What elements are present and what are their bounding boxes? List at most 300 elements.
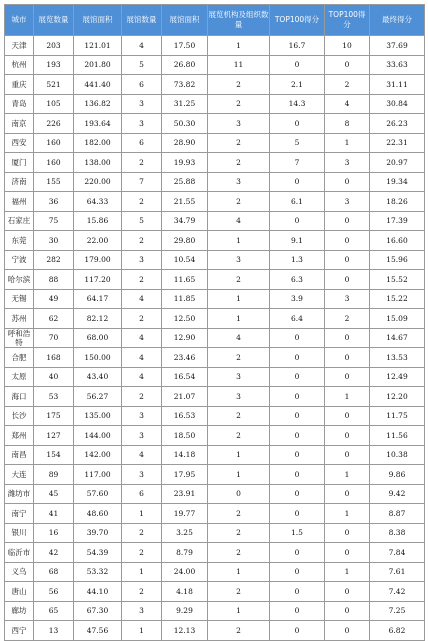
cell-organization-count: 1 xyxy=(208,562,270,582)
cell-venue-count: 5 xyxy=(122,55,162,75)
cell-city: 济南 xyxy=(5,172,34,192)
cell-city: 苏州 xyxy=(5,309,34,329)
table-row xyxy=(5,426,425,446)
cell-venue-count: 2 xyxy=(122,543,162,563)
cell-venue-count: 1 xyxy=(122,562,162,582)
cell-top100-score: 2.1 xyxy=(270,75,325,95)
cell-venue-count: 1 xyxy=(122,621,162,641)
cell-top100-score-2: 0 xyxy=(325,211,370,231)
cell-venue-count: 2 xyxy=(122,309,162,329)
cell-organization-count: 2 xyxy=(208,133,270,153)
cell-venue-area-2: 21.07 xyxy=(162,387,208,407)
table-row xyxy=(5,270,425,290)
table-row xyxy=(5,465,425,485)
cell-city: 临沂市 xyxy=(5,543,34,563)
cell-organization-count: 1 xyxy=(208,231,270,251)
cell-top100-score-2: 0 xyxy=(325,406,370,426)
cell-organization-count: 2 xyxy=(208,94,270,114)
cell-final-score: 37.69 xyxy=(370,36,425,56)
cell-venue-area: 64.17 xyxy=(74,289,122,309)
cell-venue-area-2: 19.77 xyxy=(162,504,208,524)
cell-venue-area: 53.32 xyxy=(74,562,122,582)
cell-top100-score-2: 0 xyxy=(325,484,370,504)
cell-exhibition-count: 13 xyxy=(34,621,74,641)
cell-top100-score: 0 xyxy=(270,387,325,407)
cell-top100-score-2: 3 xyxy=(325,289,370,309)
cell-final-score: 33.63 xyxy=(370,55,425,75)
cell-venue-area-2: 8.79 xyxy=(162,543,208,563)
cell-top100-score-2: 2 xyxy=(325,309,370,329)
cell-top100-score: 6.4 xyxy=(270,309,325,329)
cell-top100-score-2: 0 xyxy=(325,523,370,543)
header-city: 城市 xyxy=(5,5,34,36)
cell-final-score: 7.84 xyxy=(370,543,425,563)
header-final-score: 最终得分 xyxy=(370,5,425,36)
cell-organization-count: 1 xyxy=(208,36,270,56)
table-row xyxy=(5,133,425,153)
cell-top100-score: 0 xyxy=(270,328,325,348)
cell-exhibition-count: 45 xyxy=(34,484,74,504)
cell-city: 厦门 xyxy=(5,153,34,173)
cell-top100-score: 0 xyxy=(270,172,325,192)
table-row xyxy=(5,328,425,348)
cell-top100-score-2: 0 xyxy=(325,270,370,290)
cell-top100-score: 1.5 xyxy=(270,523,325,543)
cell-organization-count: 2 xyxy=(208,406,270,426)
cell-top100-score: 3.9 xyxy=(270,289,325,309)
cell-city: 长沙 xyxy=(5,406,34,426)
cell-city: 廊坊 xyxy=(5,601,34,621)
cell-final-score: 16.60 xyxy=(370,231,425,251)
table-row xyxy=(5,192,425,212)
table-row xyxy=(5,75,425,95)
cell-exhibition-count: 49 xyxy=(34,289,74,309)
cell-final-score: 11.56 xyxy=(370,426,425,446)
header-exhibition-count: 展览数量 xyxy=(34,5,74,36)
cell-final-score: 15.96 xyxy=(370,250,425,270)
table-row xyxy=(5,250,425,270)
cell-final-score: 15.22 xyxy=(370,289,425,309)
header-row xyxy=(5,5,425,36)
cell-venue-count: 2 xyxy=(122,192,162,212)
table-row xyxy=(5,36,425,56)
table-row xyxy=(5,94,425,114)
cell-venue-area: 117.00 xyxy=(74,465,122,485)
cell-venue-area: 138.00 xyxy=(74,153,122,173)
table-row xyxy=(5,387,425,407)
cell-venue-area: 64.33 xyxy=(74,192,122,212)
table-row xyxy=(5,621,425,641)
cell-city: 海口 xyxy=(5,387,34,407)
cell-exhibition-count: 282 xyxy=(34,250,74,270)
cell-venue-area: 44.10 xyxy=(74,582,122,602)
cell-venue-area-2: 16.54 xyxy=(162,367,208,387)
cell-top100-score-2: 0 xyxy=(325,543,370,563)
cell-organization-count: 1 xyxy=(208,465,270,485)
cell-top100-score-2: 0 xyxy=(325,328,370,348)
cell-top100-score: 0 xyxy=(270,504,325,524)
cell-final-score: 13.53 xyxy=(370,348,425,368)
table-row xyxy=(5,504,425,524)
cell-final-score: 31.11 xyxy=(370,75,425,95)
cell-top100-score-2: 1 xyxy=(325,133,370,153)
cell-final-score: 14.67 xyxy=(370,328,425,348)
city-exhibition-ranking-table xyxy=(4,4,425,641)
cell-exhibition-count: 42 xyxy=(34,543,74,563)
cell-final-score: 7.61 xyxy=(370,562,425,582)
cell-venue-area: 22.00 xyxy=(74,231,122,251)
cell-venue-count: 4 xyxy=(122,289,162,309)
cell-exhibition-count: 41 xyxy=(34,504,74,524)
cell-exhibition-count: 40 xyxy=(34,367,74,387)
cell-top100-score: 0 xyxy=(270,406,325,426)
cell-top100-score: 9.1 xyxy=(270,231,325,251)
cell-final-score: 7.42 xyxy=(370,582,425,602)
cell-top100-score: 6.1 xyxy=(270,192,325,212)
cell-venue-area: 68.00 xyxy=(74,328,122,348)
cell-top100-score: 5 xyxy=(270,133,325,153)
cell-top100-score-2: 8 xyxy=(325,114,370,134)
cell-organization-count: 0 xyxy=(208,484,270,504)
cell-venue-count: 4 xyxy=(122,348,162,368)
cell-venue-area-2: 10.54 xyxy=(162,250,208,270)
cell-organization-count: 2 xyxy=(208,523,270,543)
table-row xyxy=(5,601,425,621)
cell-top100-score-2: 3 xyxy=(325,153,370,173)
cell-top100-score: 0 xyxy=(270,348,325,368)
cell-top100-score-2: 0 xyxy=(325,582,370,602)
cell-city: 南京 xyxy=(5,114,34,134)
cell-city: 合肥 xyxy=(5,348,34,368)
cell-exhibition-count: 62 xyxy=(34,309,74,329)
table-row xyxy=(5,367,425,387)
cell-venue-area: 15.86 xyxy=(74,211,122,231)
cell-venue-area: 121.01 xyxy=(74,36,122,56)
cell-organization-count: 2 xyxy=(208,621,270,641)
cell-venue-area-2: 11.65 xyxy=(162,270,208,290)
cell-venue-area: 136.82 xyxy=(74,94,122,114)
cell-exhibition-count: 203 xyxy=(34,36,74,56)
cell-top100-score-2: 1 xyxy=(325,504,370,524)
cell-top100-score-2: 0 xyxy=(325,231,370,251)
cell-venue-count: 6 xyxy=(122,484,162,504)
cell-organization-count: 2 xyxy=(208,543,270,563)
cell-venue-area-2: 12.90 xyxy=(162,328,208,348)
cell-top100-score: 0 xyxy=(270,582,325,602)
cell-city: 杭州 xyxy=(5,55,34,75)
table-row xyxy=(5,55,425,75)
cell-venue-area: 220.00 xyxy=(74,172,122,192)
cell-venue-area: 39.70 xyxy=(74,523,122,543)
cell-exhibition-count: 105 xyxy=(34,94,74,114)
cell-top100-score: 0 xyxy=(270,484,325,504)
cell-top100-score-2: 0 xyxy=(325,621,370,641)
cell-venue-count: 3 xyxy=(122,406,162,426)
cell-venue-area-2: 34.79 xyxy=(162,211,208,231)
cell-top100-score-2: 0 xyxy=(325,250,370,270)
cell-venue-area: 201.80 xyxy=(74,55,122,75)
cell-venue-count: 2 xyxy=(122,523,162,543)
cell-final-score: 15.09 xyxy=(370,309,425,329)
cell-venue-area-2: 18.50 xyxy=(162,426,208,446)
cell-venue-area: 144.00 xyxy=(74,426,122,446)
cell-exhibition-count: 89 xyxy=(34,465,74,485)
cell-city: 哈尔滨 xyxy=(5,270,34,290)
cell-venue-count: 3 xyxy=(122,465,162,485)
cell-organization-count: 2 xyxy=(208,426,270,446)
table-row xyxy=(5,523,425,543)
cell-top100-score: 0 xyxy=(270,562,325,582)
cell-final-score: 30.84 xyxy=(370,94,425,114)
cell-exhibition-count: 160 xyxy=(34,153,74,173)
cell-venue-count: 6 xyxy=(122,133,162,153)
cell-top100-score-2: 10 xyxy=(325,36,370,56)
header-top100-score: TOP100得分 xyxy=(270,5,325,36)
cell-top100-score: 0 xyxy=(270,426,325,446)
cell-organization-count: 1 xyxy=(208,289,270,309)
cell-venue-area-2: 23.91 xyxy=(162,484,208,504)
cell-top100-score: 0 xyxy=(270,211,325,231)
cell-venue-area: 193.64 xyxy=(74,114,122,134)
cell-venue-count: 3 xyxy=(122,250,162,270)
cell-organization-count: 2 xyxy=(208,153,270,173)
cell-venue-area: 43.40 xyxy=(74,367,122,387)
table-row xyxy=(5,582,425,602)
cell-final-score: 11.75 xyxy=(370,406,425,426)
cell-final-score: 6.82 xyxy=(370,621,425,641)
cell-top100-score-2: 0 xyxy=(325,348,370,368)
table-row xyxy=(5,562,425,582)
cell-exhibition-count: 68 xyxy=(34,562,74,582)
cell-venue-area-2: 12.13 xyxy=(162,621,208,641)
cell-organization-count: 3 xyxy=(208,172,270,192)
cell-venue-count: 2 xyxy=(122,231,162,251)
cell-exhibition-count: 193 xyxy=(34,55,74,75)
cell-organization-count: 2 xyxy=(208,270,270,290)
cell-venue-area-2: 17.95 xyxy=(162,465,208,485)
table-row xyxy=(5,114,425,134)
cell-final-score: 19.34 xyxy=(370,172,425,192)
cell-organization-count: 1 xyxy=(208,601,270,621)
cell-top100-score-2: 0 xyxy=(325,601,370,621)
cell-top100-score: 0 xyxy=(270,445,325,465)
cell-exhibition-count: 30 xyxy=(34,231,74,251)
cell-final-score: 10.38 xyxy=(370,445,425,465)
cell-city: 呼和浩特 xyxy=(5,328,34,348)
table-row xyxy=(5,211,425,231)
cell-top100-score-2: 0 xyxy=(325,367,370,387)
cell-top100-score-2: 2 xyxy=(325,75,370,95)
cell-top100-score: 1.3 xyxy=(270,250,325,270)
cell-city: 石家庄 xyxy=(5,211,34,231)
cell-exhibition-count: 175 xyxy=(34,406,74,426)
cell-venue-area-2: 24.00 xyxy=(162,562,208,582)
cell-venue-area: 57.60 xyxy=(74,484,122,504)
cell-venue-area-2: 9.29 xyxy=(162,601,208,621)
cell-venue-area-2: 14.18 xyxy=(162,445,208,465)
cell-top100-score-2: 1 xyxy=(325,562,370,582)
header-venue-count: 展馆数量 xyxy=(122,5,162,36)
cell-top100-score-2: 0 xyxy=(325,445,370,465)
cell-city: 西宁 xyxy=(5,621,34,641)
cell-top100-score: 14.3 xyxy=(270,94,325,114)
cell-top100-score-2: 0 xyxy=(325,426,370,446)
cell-venue-area-2: 17.50 xyxy=(162,36,208,56)
cell-final-score: 8.87 xyxy=(370,504,425,524)
cell-exhibition-count: 160 xyxy=(34,133,74,153)
cell-city: 福州 xyxy=(5,192,34,212)
table-row xyxy=(5,445,425,465)
cell-top100-score: 0 xyxy=(270,621,325,641)
cell-exhibition-count: 36 xyxy=(34,192,74,212)
cell-city: 东莞 xyxy=(5,231,34,251)
cell-city: 青岛 xyxy=(5,94,34,114)
table-row xyxy=(5,543,425,563)
table-row xyxy=(5,289,425,309)
cell-city: 宁波 xyxy=(5,250,34,270)
cell-venue-count: 7 xyxy=(122,172,162,192)
cell-venue-count: 3 xyxy=(122,601,162,621)
cell-venue-area: 82.12 xyxy=(74,309,122,329)
cell-venue-count: 4 xyxy=(122,328,162,348)
cell-venue-area: 441.40 xyxy=(74,75,122,95)
cell-top100-score: 6.3 xyxy=(270,270,325,290)
cell-final-score: 20.97 xyxy=(370,153,425,173)
cell-venue-area-2: 11.85 xyxy=(162,289,208,309)
cell-city: 天津 xyxy=(5,36,34,56)
cell-venue-area-2: 16.53 xyxy=(162,406,208,426)
cell-city: 银川 xyxy=(5,523,34,543)
cell-final-score: 12.49 xyxy=(370,367,425,387)
cell-venue-area-2: 28.90 xyxy=(162,133,208,153)
cell-top100-score: 0 xyxy=(270,114,325,134)
cell-final-score: 18.26 xyxy=(370,192,425,212)
cell-organization-count: 2 xyxy=(208,75,270,95)
cell-venue-area-2: 31.25 xyxy=(162,94,208,114)
cell-exhibition-count: 53 xyxy=(34,387,74,407)
cell-organization-count: 2 xyxy=(208,192,270,212)
cell-organization-count: 11 xyxy=(208,55,270,75)
cell-city: 郑州 xyxy=(5,426,34,446)
header-top100-score-2: TOP100得分 xyxy=(325,5,370,36)
cell-venue-area: 135.00 xyxy=(74,406,122,426)
cell-final-score: 17.39 xyxy=(370,211,425,231)
cell-organization-count: 2 xyxy=(208,582,270,602)
cell-organization-count: 3 xyxy=(208,367,270,387)
cell-final-score: 15.52 xyxy=(370,270,425,290)
cell-final-score: 26.23 xyxy=(370,114,425,134)
header-venue-area: 展馆面积 xyxy=(74,5,122,36)
cell-venue-count: 5 xyxy=(122,211,162,231)
cell-top100-score-2: 1 xyxy=(325,465,370,485)
cell-venue-area-2: 25.88 xyxy=(162,172,208,192)
cell-venue-area: 150.00 xyxy=(74,348,122,368)
cell-venue-count: 2 xyxy=(122,153,162,173)
cell-venue-area-2: 50.30 xyxy=(162,114,208,134)
cell-top100-score-2: 1 xyxy=(325,387,370,407)
header-venue-area-2: 展馆面积 xyxy=(162,5,208,36)
cell-organization-count: 1 xyxy=(208,445,270,465)
table-row xyxy=(5,153,425,173)
cell-city: 潍坊市 xyxy=(5,484,34,504)
cell-exhibition-count: 155 xyxy=(34,172,74,192)
cell-venue-count: 4 xyxy=(122,36,162,56)
cell-exhibition-count: 154 xyxy=(34,445,74,465)
cell-venue-area-2: 26.80 xyxy=(162,55,208,75)
cell-organization-count: 4 xyxy=(208,211,270,231)
cell-final-score: 22.31 xyxy=(370,133,425,153)
cell-city: 西安 xyxy=(5,133,34,153)
cell-venue-area-2: 4.18 xyxy=(162,582,208,602)
cell-venue-area: 54.39 xyxy=(74,543,122,563)
cell-venue-area: 179.00 xyxy=(74,250,122,270)
cell-venue-area: 142.00 xyxy=(74,445,122,465)
cell-venue-area-2: 19.93 xyxy=(162,153,208,173)
cell-exhibition-count: 226 xyxy=(34,114,74,134)
cell-venue-area-2: 3.25 xyxy=(162,523,208,543)
cell-venue-count: 4 xyxy=(122,445,162,465)
table-row xyxy=(5,484,425,504)
cell-top100-score-2: 4 xyxy=(325,94,370,114)
cell-venue-count: 3 xyxy=(122,114,162,134)
cell-exhibition-count: 88 xyxy=(34,270,74,290)
cell-exhibition-count: 65 xyxy=(34,601,74,621)
table-row xyxy=(5,406,425,426)
cell-top100-score-2: 0 xyxy=(325,172,370,192)
cell-venue-area: 47.56 xyxy=(74,621,122,641)
table-row xyxy=(5,309,425,329)
cell-venue-area: 67.30 xyxy=(74,601,122,621)
cell-venue-area-2: 23.46 xyxy=(162,348,208,368)
cell-venue-count: 3 xyxy=(122,94,162,114)
cell-top100-score: 7 xyxy=(270,153,325,173)
cell-exhibition-count: 16 xyxy=(34,523,74,543)
cell-city: 大连 xyxy=(5,465,34,485)
cell-venue-area: 56.27 xyxy=(74,387,122,407)
cell-final-score: 9.86 xyxy=(370,465,425,485)
cell-top100-score: 0 xyxy=(270,367,325,387)
cell-venue-count: 2 xyxy=(122,387,162,407)
cell-exhibition-count: 127 xyxy=(34,426,74,446)
cell-organization-count: 1 xyxy=(208,309,270,329)
cell-top100-score-2: 0 xyxy=(325,55,370,75)
table-row xyxy=(5,348,425,368)
cell-city: 无锡 xyxy=(5,289,34,309)
cell-venue-count: 4 xyxy=(122,367,162,387)
cell-top100-score: 16.7 xyxy=(270,36,325,56)
cell-final-score: 8.38 xyxy=(370,523,425,543)
cell-top100-score: 0 xyxy=(270,543,325,563)
cell-exhibition-count: 168 xyxy=(34,348,74,368)
cell-final-score: 12.20 xyxy=(370,387,425,407)
cell-venue-count: 3 xyxy=(122,426,162,446)
cell-venue-count: 6 xyxy=(122,75,162,95)
cell-venue-count: 2 xyxy=(122,270,162,290)
cell-exhibition-count: 521 xyxy=(34,75,74,95)
cell-organization-count: 2 xyxy=(208,504,270,524)
table-row xyxy=(5,231,425,251)
cell-final-score: 7.25 xyxy=(370,601,425,621)
table-body xyxy=(5,36,425,641)
cell-organization-count: 3 xyxy=(208,250,270,270)
cell-exhibition-count: 56 xyxy=(34,582,74,602)
cell-venue-area: 48.60 xyxy=(74,504,122,524)
cell-city: 重庆 xyxy=(5,75,34,95)
cell-top100-score: 0 xyxy=(270,601,325,621)
cell-organization-count: 4 xyxy=(208,328,270,348)
cell-organization-count: 3 xyxy=(208,387,270,407)
header-organization-count: 展览机构及组织数量 xyxy=(208,5,270,36)
